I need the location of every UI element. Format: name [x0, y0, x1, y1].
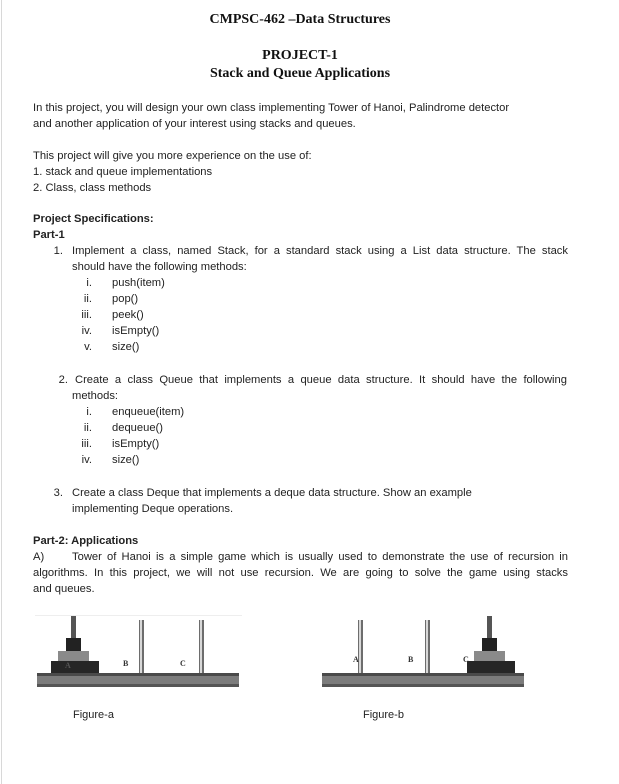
task1-roman: i. — [86, 277, 92, 289]
peg-c-label: C — [180, 659, 186, 668]
part2-line-3: and queues. — [33, 583, 95, 595]
task2-line-1: Create a class Queue that implements a queue data structure. It should have the following — [75, 374, 567, 386]
task2-roman: ii. — [83, 422, 92, 434]
task1-line-2: should have the following methods: — [72, 261, 247, 273]
peg-b-label: B — [408, 655, 414, 664]
peg-a — [71, 616, 76, 638]
task1-roman: iii. — [81, 309, 92, 321]
task3-line-2: implementing Deque operations. — [72, 503, 234, 515]
queue-method-enqueue: enqueue(item) — [112, 406, 185, 418]
task1-line-1: Implement a class, named Stack, for a standard stack using a List data structure. The stack — [72, 245, 568, 257]
base-middle — [37, 676, 239, 684]
disk-medium — [58, 651, 89, 661]
peg-c — [487, 616, 492, 638]
part2-heading: Part-2: Applications — [33, 535, 139, 547]
peg-a-label: A — [65, 661, 71, 670]
task1-roman: ii. — [83, 293, 92, 305]
intro-line-1: In this project, you will design your own class implementing Tower of Hanoi, Palindrome detector — [33, 102, 510, 114]
project-title: PROJECT-1 — [262, 48, 338, 63]
queue-method-size: size() — [112, 454, 140, 466]
disk-medium — [474, 651, 505, 661]
specs-heading: Project Specifications: — [33, 213, 154, 225]
part1-heading: Part-1 — [33, 229, 65, 241]
figure-a-diagram — [35, 614, 243, 694]
part2-line-2: algorithms. In this project, we will not use recursion. We are going to solve the game using stacks — [33, 567, 568, 579]
task2-number: 2. — [58, 374, 68, 386]
peg-b-shine — [140, 620, 142, 673]
peg-c-shine — [200, 620, 202, 673]
task1-roman: iv. — [81, 325, 92, 337]
task2-roman: i. — [86, 406, 92, 418]
task3-line-1: Create a class Deque that implements a deque data structure. Show an example — [72, 487, 472, 499]
figure-b-diagram — [320, 614, 530, 694]
peg-b-label: B — [123, 659, 129, 668]
stack-method-isempty: isEmpty() — [112, 325, 160, 337]
part2-label: A) — [33, 551, 45, 563]
base-top — [37, 673, 239, 676]
task2-line-2: methods: — [72, 390, 119, 402]
stack-method-peek: peek() — [112, 309, 144, 321]
experience-block — [33, 148, 573, 196]
peg-a-shine — [359, 620, 361, 673]
stack-method-size: size() — [112, 341, 140, 353]
base-middle — [322, 676, 524, 684]
disk-small — [66, 638, 81, 651]
project-subtitle: Stack and Queue Applications — [209, 66, 391, 81]
part2-line-1: Tower of Hanoi is a simple game which is usually used to demonstrate the use of recursion in — [72, 551, 568, 563]
figure-frame — [35, 615, 242, 616]
stack-method-pop: pop() — [112, 293, 139, 305]
experience-item: 2. Class, class methods — [33, 182, 152, 194]
intro-paragraph — [33, 100, 573, 132]
disk-large — [467, 661, 515, 673]
peg-a-label: A — [353, 655, 359, 664]
base-top — [322, 673, 524, 676]
task3-number: 3. — [53, 487, 63, 499]
task1-roman: v. — [84, 341, 92, 353]
peg-c-label: C — [463, 655, 469, 664]
base-bottom — [322, 684, 524, 687]
queue-method-dequeue: dequeue() — [112, 422, 164, 434]
experience-intro: This project will give you more experience on the use of: — [33, 150, 312, 162]
experience-item: 1. stack and queue implementations — [33, 166, 213, 178]
task1-number: 1. — [53, 245, 63, 257]
stack-method-push: push(item) — [112, 277, 165, 289]
peg-b-shine — [426, 620, 428, 673]
task2-roman: iii. — [81, 438, 92, 450]
course-title: CMPSC-462 –Data Structures — [209, 12, 391, 27]
disk-large — [51, 661, 99, 673]
disk-small — [482, 638, 497, 651]
queue-method-isempty: isEmpty() — [112, 438, 160, 450]
figure-b-caption: Figure-b — [363, 709, 404, 721]
figure-a-caption: Figure-a — [73, 709, 114, 721]
intro-line-2: and another application of your interest using stacks and queues. — [33, 118, 356, 130]
page-left-edge — [1, 0, 2, 784]
task2-roman: iv. — [81, 454, 92, 466]
base-bottom — [37, 684, 239, 687]
